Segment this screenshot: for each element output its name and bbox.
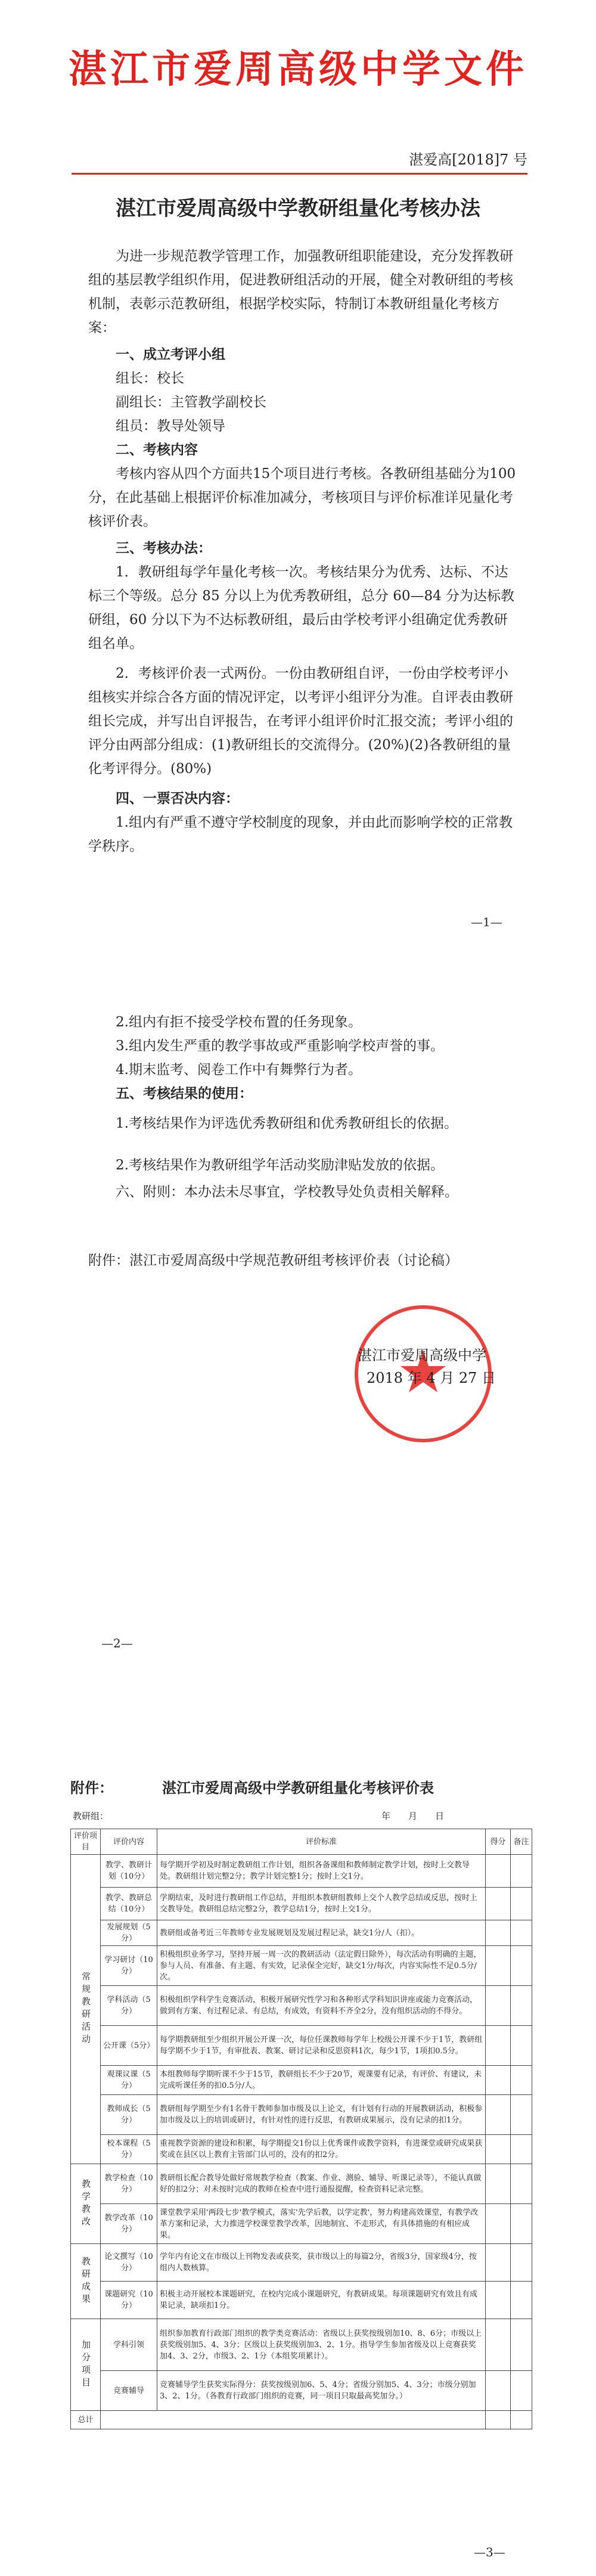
remark-cell[interactable] (511, 2371, 532, 2411)
remark-cell[interactable] (511, 2319, 532, 2371)
score-cell[interactable] (486, 1986, 511, 2026)
row-standard: 积极组织业务学习，坚持开展一周一次的教研活动（法定假日除外），每次活动有明确的主题，参与人员、有准备、有主题、有实效，记录保全完好，缺交1分/每次，内容实际性不足0.5分/次。 (157, 1946, 486, 1986)
total-score-cell[interactable] (486, 2411, 511, 2429)
total-blank (101, 2411, 486, 2429)
group-label: 教研组： (73, 1811, 109, 1821)
row-content: 校本课程（5分） (101, 2135, 157, 2164)
row-content: 论文撰写（10分） (101, 2244, 157, 2282)
section-4-item-1: 1.组内有严重不遵守学校制度的现象，并由此而影响学校的正常教学秩序。 (88, 815, 513, 854)
table-row (71, 2204, 532, 2244)
row-standard: 每学期开学初及时制定教研组工作计划，组织各备课组和教师制定教学计划，按时上交教导处。教研组计划完整2分；教学计划完整1分；按时上交1分。 (157, 1855, 486, 1888)
table-row (71, 1855, 532, 1888)
score-cell[interactable] (486, 2319, 511, 2371)
remark-cell[interactable] (511, 1855, 532, 1888)
score-cell[interactable] (486, 2244, 511, 2282)
score-cell[interactable] (486, 2371, 511, 2411)
remark-cell[interactable] (511, 1986, 532, 2026)
row-content: 教学改革（10分） (101, 2204, 157, 2244)
row-standard: 竞赛辅导学生获奖实际得分：获奖按级别加6、5、4分；省级分别加5、4、3分；市级分别加3、2、1分。（各教育行政部门组织的竞赛，同一项目只取最高奖加分。） (157, 2371, 486, 2411)
table-row (71, 1920, 532, 1946)
category-reform: 教学教改 (71, 2164, 101, 2244)
page-number-1: —1— (471, 915, 502, 929)
row-content: 观课议课（5分） (101, 2066, 157, 2095)
score-cell[interactable] (486, 1888, 511, 1920)
score-cell[interactable] (486, 1855, 511, 1888)
red-divider (72, 173, 527, 175)
section-1-heading: 一、成立考评小组 (116, 346, 225, 362)
row-content: 学科引领 (101, 2319, 157, 2371)
row-content: 教师成长（5分） (101, 2095, 157, 2135)
score-cell[interactable] (486, 1920, 511, 1946)
category-routine: 常规教研活动 (71, 1855, 101, 2164)
section-3-item-2: 2．考核评价表一式两份。一份由教研组自评，一份由学校考评小组核实并综合各方面的情况评定，以考评小组评分为准。自评表由教研组长完成，并写出自评报告，在考评小组评价时汇报交流；考评小组的评分由两部分组成：(1)教研组长的交流得分。(20%)(2)各教研组的量化考评得分。(80%) (88, 666, 513, 777)
members-line: 组员：教导处领导 (116, 418, 225, 434)
table-row (71, 2135, 532, 2164)
veto-item-3: 3.组内发生严重的教学事故或严重影响学校声誉的事。 (116, 1038, 444, 1054)
page-number-3: —3— (474, 2545, 505, 2559)
section-5-heading: 五、考核结果的使用： (116, 1085, 253, 1101)
leader-line: 组长：校长 (116, 371, 184, 386)
veto-item-4: 4.期末监考、阅卷工作中有舞弊行为者。 (116, 1062, 362, 1078)
category-results: 教研成果 (71, 2244, 101, 2319)
section-2-body: 考核内容从四个方面共15个项目进行考核。各教研组基础分为100分，在此基础上根据评价标准加减分，考核项目与评价标准详见量化考核评价表。 (88, 466, 516, 529)
row-standard: 本组教师每学期听课不少于15节，教研组长不少于20节，观课要有记录，有评价、有建议，未完成听课任务的扣0.5分/人。 (157, 2066, 486, 2095)
attachment-label: 附件： (70, 1779, 113, 1796)
score-cell[interactable] (486, 2164, 511, 2204)
table-row (71, 1946, 532, 1986)
row-standard: 重视教学资源的建设和积累，每学期提交1份以上优秀课件或教学资料，有进课堂或研究成果获奖或在县区以上教育主管部门认可的，没有的扣2分。 (157, 2135, 486, 2164)
section-5-item-1: 1.考核结果作为评选优秀教研组和优秀教研组长的依据。 (116, 1116, 458, 1131)
remark-cell[interactable] (511, 2244, 532, 2282)
table-row (71, 1986, 532, 2026)
score-cell[interactable] (486, 2204, 511, 2244)
remark-cell[interactable] (511, 1946, 532, 1986)
vice-leader-line: 副组长：主管教学副校长 (116, 395, 266, 410)
row-content: 教学、教研计划（10分） (101, 1855, 157, 1888)
row-content: 学科活动（5分） (101, 1986, 157, 2026)
table-row (71, 2319, 532, 2371)
signer-name: 湛江市爱周高级中学 (358, 1347, 486, 1364)
row-content: 教学检查（10分） (101, 2164, 157, 2204)
table-title: 湛江市爱周高级中学教研组量化考核评价表 (162, 1779, 434, 1796)
veto-item-2: 2.组内有拒不接受学校布置的任务现象。 (116, 1014, 362, 1030)
row-standard: 课堂教学采用'两段七步'教学模式，落实'先学后教，以学定教'，努力构建高效课堂，有教学改革方案和记录，大力推进学校课堂教学改革，因地制宜、不走形式，有具体措施的有相应成果。 (157, 2204, 486, 2244)
category-bonus: 加分项目 (71, 2319, 101, 2411)
section-3-item-1: 1．教研组每学年量化考核一次。考核结果分为优秀、达标、不达标三个等级。总分 85 分以上为优秀教研组，总分 60—84 分为达标教研组，60 分以下为不达标教研组，最后由学校考评小组确定优秀教研组名单。 (88, 564, 515, 651)
section-4-heading: 四、一票否决内容： (116, 790, 239, 806)
table-header-row (71, 1829, 532, 1855)
total-label: 总计 (71, 2411, 101, 2429)
issuer-title: 湛江市爱周高级中学文件 (69, 47, 527, 92)
remark-cell[interactable] (511, 2135, 532, 2164)
table-row (71, 2371, 532, 2411)
row-standard: 教研组每学期至少有1名骨干教师参加市级及以上论文，有计划有行动的开展教研活动，积极参加市级及以上的培训或研讨，有针对性的进行反思，有教研成果展示，没有记录的扣1分。 (157, 2095, 486, 2135)
row-content: 发展规划（5分） (101, 1920, 157, 1946)
table-row (71, 2066, 532, 2095)
header-cell: 备注 (511, 1829, 532, 1855)
row-standard: 教研组长配合教导处做好常规教学检查（教案、作业、测验、辅导、听课记录等），不能认真做好的扣2分；对未按时完成的教师在检查中进行通报提醒，检查资料记录完整。 (157, 2164, 486, 2204)
table-row (71, 2095, 532, 2135)
remark-cell[interactable] (511, 2095, 532, 2135)
row-standard: 每学期教研组至少组织开展公开课一次，每位任课教师每学年上校级公开课不少于1节，教研组每学期不少于1节，有审批表、教案、研讨记录和反思资料1次，每少1节，1项扣0.5分。 (157, 2026, 486, 2066)
remark-cell[interactable] (511, 2204, 532, 2244)
header-cell: 评价项目 (71, 1829, 101, 1855)
header-cell: 评价内容 (101, 1829, 157, 1855)
page-number-2: —2— (101, 1636, 133, 1650)
remark-cell[interactable] (511, 1920, 532, 1946)
score-cell[interactable] (486, 2026, 511, 2066)
row-content: 教学、教研总结（10分） (101, 1888, 157, 1920)
row-content: 公开课（5分） (101, 2026, 157, 2066)
remark-cell[interactable] (511, 2282, 532, 2319)
doc-number: 湛爱高[2018]7 号 (409, 151, 527, 168)
table-date-label: 年 月 日 (381, 1811, 445, 1821)
remark-cell[interactable] (511, 2164, 532, 2204)
header-cell: 评价标准 (157, 1829, 486, 1855)
remark-cell[interactable] (511, 2026, 532, 2066)
table-row (71, 2164, 532, 2204)
total-remark-cell[interactable] (511, 2411, 532, 2429)
row-standard: 学年内有论文在市级以上刊物发表或获奖，获市级以上的每篇2分，省级3分，国家级4分，按组内人数核算。 (157, 2244, 486, 2282)
row-standard: 积极主动开展校本课题研究，在校内完成小课题研究，有教研成果。每项课题研究有效且有成果记录，缺项扣1分。 (157, 2282, 486, 2319)
attachment-line: 附件：湛江市爱周高级中学规范教研组考核评价表（讨论稿） (88, 1253, 458, 1268)
evaluation-table (70, 1829, 532, 2429)
header-cell: 得分 (486, 1829, 511, 1855)
table-row (71, 2026, 532, 2066)
row-standard: 教研组或备考近三年教师专业发展规划及发展过程记录，缺交1分/人（扣）。 (157, 1920, 486, 1946)
row-content: 课题研究（10分） (101, 2282, 157, 2319)
table-row (71, 2282, 532, 2319)
score-cell[interactable] (486, 2135, 511, 2164)
page-title: 湛江市爱周高级中学教研组量化考核办法 (116, 197, 480, 221)
score-cell[interactable] (486, 1946, 511, 1986)
row-standard: 学期结束，及时进行教研组工作总结，并组织本教研组教师上交个人教学总结或反思，按时上交教导处。教研组总结完整2分，教学总结1分，按时上交1分。 (157, 1888, 486, 1920)
row-content: 竞赛辅导 (101, 2371, 157, 2411)
row-content: 学习研讨（10分） (101, 1946, 157, 1986)
score-cell[interactable] (486, 2095, 511, 2135)
sign-date: 2018 年 4 月 27 日 (367, 1370, 496, 1386)
total-row (71, 2411, 532, 2429)
remark-cell[interactable] (511, 1888, 532, 1920)
table-row (71, 1888, 532, 1920)
section-3-heading: 三、考核办法： (116, 540, 212, 556)
section-5-item-2: 2.考核结果作为教研组学年活动奖励津贴发放的依据。 (116, 1157, 444, 1173)
row-standard: 积极组织学科学生竞赛活动，积极开展研究性学习和各种形式学科知识讲座或能力竞赛活动，做到有方案、有过程记录、有总结，有成效，有资料不齐全2分，没有组织活动的不得分。 (157, 1986, 486, 2026)
section-2-heading: 二、考核内容 (116, 442, 198, 458)
remark-cell[interactable] (511, 2066, 532, 2095)
table-row (71, 2244, 532, 2282)
score-cell[interactable] (486, 2282, 511, 2319)
section-6-annex: 六、附则：本办法未尽事宜，学校教导处负责相关解释。 (116, 1184, 458, 1200)
score-cell[interactable] (486, 2066, 511, 2095)
intro-paragraph: 为进一步规范教学管理工作，加强教研组职能建设，充分发挥教研组的基层教学组织作用，促进教研组活动的开展，健全对教研组的考核机制，表彰示范教研组，根据学校实际，特制订本教研组量化考核方案： (88, 249, 513, 336)
row-standard: 组织参加教育行政部门组织的教学类竞赛活动：省级以上获奖按级别加10、8、6分；市级以上获奖级别加5、4、3分；区级以上获奖级别加3、2、1分。指导学生参加省级及以上竞赛获奖加4、3、2分，市级3、2、1分（本组奖项累计）。 (157, 2319, 486, 2371)
